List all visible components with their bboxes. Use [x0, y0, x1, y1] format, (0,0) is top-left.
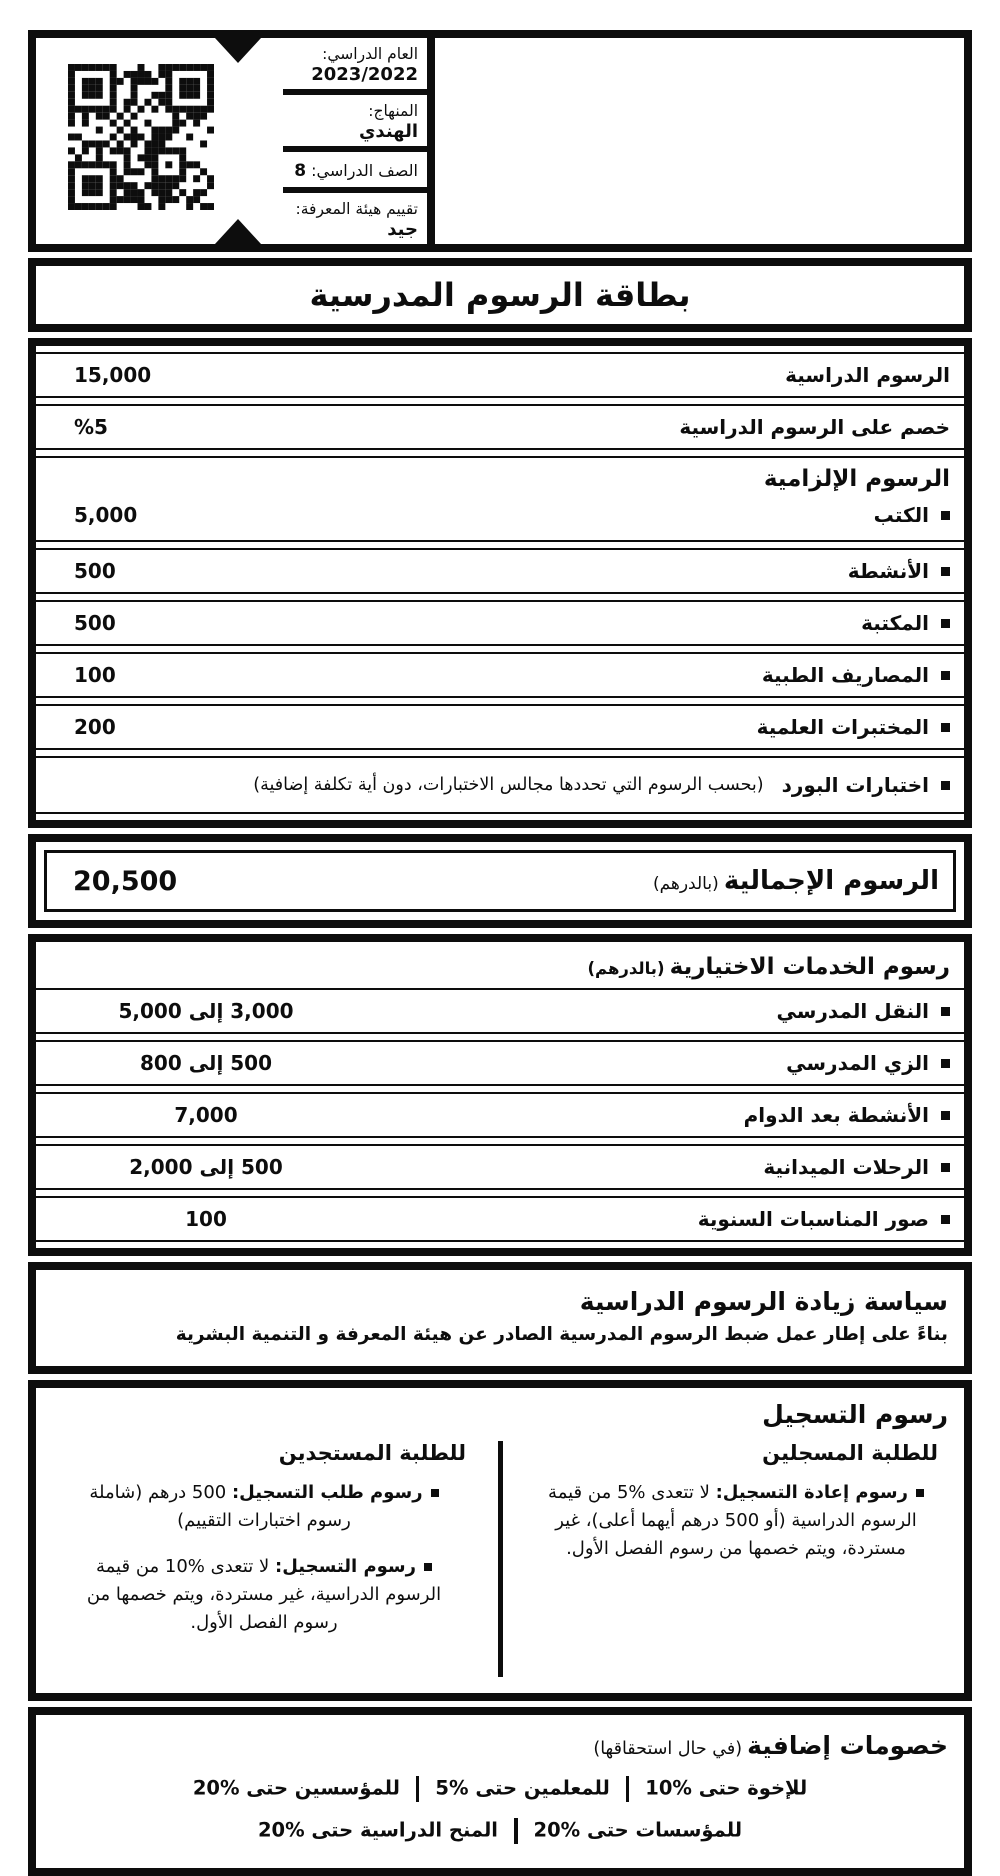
- row-value: 15,000: [74, 363, 152, 387]
- row-label: [777, 999, 950, 1023]
- discounts-line-2: [52, 1818, 948, 1844]
- discounts-unit-text: (في حال استحقاقها): [593, 1739, 743, 1760]
- row-label: [698, 1207, 950, 1231]
- grade-value: 8: [294, 160, 307, 181]
- bullet-square-icon: [941, 723, 950, 732]
- additional-discounts-section: [28, 1707, 972, 1876]
- khda-rating-value: جيد: [387, 219, 418, 241]
- fees-table-section: [28, 338, 972, 828]
- row-value: 100: [74, 663, 116, 687]
- row-label: خصم على الرسوم الدراسية: [679, 415, 950, 439]
- row-value: 3,000 إلى 5,000: [118, 999, 294, 1023]
- table-row-transport: [36, 988, 964, 1034]
- registration-fee-paragraph: [74, 1553, 454, 1637]
- row-label: [253, 773, 950, 797]
- row-note-text: (بحسب الرسوم التي تحددها مجالس الاختبارات، دون أية تكلفة إضافية): [253, 775, 764, 795]
- row-label-text: النقل المدرسي: [776, 999, 929, 1023]
- row-label-text: المختبرات العلمية: [756, 715, 929, 739]
- row-value: %5: [74, 415, 108, 439]
- row-label: [848, 559, 950, 583]
- table-row-activities: [36, 548, 964, 594]
- bullet-square-icon: [941, 619, 950, 628]
- curriculum-value: الهندي: [358, 121, 418, 143]
- row-value: 5,000: [74, 503, 138, 527]
- qr-code: [68, 64, 214, 210]
- bullet-square-icon: [941, 1059, 950, 1068]
- curriculum-field: [283, 95, 427, 146]
- bullet-square-icon: [941, 1111, 950, 1120]
- row-value: 200: [74, 715, 116, 739]
- fold-mark-bottom-icon: [215, 219, 261, 244]
- table-row-tuition-discount: [36, 404, 964, 450]
- row-label-text: المكتبة: [861, 611, 929, 635]
- separator-bar-icon: [514, 1818, 518, 1844]
- title-section: [28, 258, 972, 332]
- header-vertical-divider: [427, 38, 435, 244]
- row-value: 500: [74, 611, 116, 635]
- discount-item-siblings: للإخوة حتى %10: [645, 1776, 808, 1800]
- table-row-science-labs: [36, 704, 964, 750]
- discount-item-scholarships: المنح الدراسية حتى %20: [257, 1818, 498, 1842]
- paragraph-rest: 500 درهم (شاملة رسوم اختبارات التقييم): [89, 1482, 351, 1532]
- row-label: [744, 1103, 950, 1127]
- khda-rating-field: [283, 193, 427, 244]
- table-row-board-exams: [36, 756, 964, 814]
- bullet-square-icon: [941, 1007, 950, 1016]
- separator-bar-icon: [626, 1776, 630, 1802]
- table-row-library: [36, 600, 964, 646]
- bullet-square-icon: [916, 1489, 924, 1497]
- row-label-text: اختبارات البورد: [781, 773, 929, 797]
- fold-mark-top-icon: [215, 38, 261, 63]
- row-label-text: الأنشطة: [847, 559, 929, 583]
- row-label: الرسوم الدراسية: [785, 363, 950, 387]
- discount-item-founders: للمؤسسين حتى %20: [192, 1776, 400, 1800]
- academic-year-label: العام الدراسي:: [322, 45, 418, 63]
- row-label-text: الرحلات الميدانية: [763, 1155, 929, 1179]
- mandatory-fees-header: الرسوم الإلزامية: [763, 466, 950, 492]
- paragraph-lead: رسوم التسجيل:: [275, 1556, 416, 1578]
- row-label-text: المصاريف الطبية: [761, 663, 929, 687]
- bullet-square-icon: [941, 1215, 950, 1224]
- table-row-event-photos: [36, 1196, 964, 1242]
- grade-field: [283, 152, 427, 187]
- fee-increase-policy-section: [28, 1262, 972, 1374]
- policy-body: بناءً على إطار عمل ضبط الرسوم المدرسية الصادر عن هيئة المعرفة و التنمية البشرية: [175, 1323, 948, 1345]
- registration-fees-section: [28, 1380, 972, 1701]
- paragraph-rest: لا تتعدى %10 من قيمة الرسوم الدراسية، غير مستردة، ويتم خصمها من رسوم الفصل الأول.: [86, 1556, 442, 1633]
- mandatory-fees-group: [36, 456, 964, 542]
- discount-item-organizations: للمؤسسات حتى %20: [533, 1818, 743, 1842]
- bullet-square-icon: [941, 1163, 950, 1172]
- bullet-square-icon: [941, 781, 950, 790]
- paragraph-lead: رسوم إعادة التسجيل:: [715, 1482, 908, 1504]
- bullet-square-icon: [941, 567, 950, 576]
- fee-card: [28, 30, 972, 1876]
- table-row-tuition: [36, 352, 964, 398]
- table-row-field-trips: [36, 1144, 964, 1190]
- row-label: [861, 611, 950, 635]
- page-title: بطاقة الرسوم المدرسية: [309, 276, 691, 314]
- table-row-books: [36, 496, 950, 534]
- registration-header: رسوم التسجيل: [762, 1400, 948, 1430]
- total-value: 20,500: [73, 865, 178, 897]
- row-label-text: الأنشطة بعد الدوام: [743, 1103, 929, 1127]
- row-label: [762, 663, 950, 687]
- row-label: [763, 1155, 950, 1179]
- optional-services-section: [28, 934, 972, 1256]
- header-inner: [36, 38, 964, 244]
- bullet-square-icon: [424, 1563, 432, 1571]
- registration-columns: [52, 1441, 948, 1677]
- row-label: [874, 503, 950, 527]
- optional-unit-text: (بالدرهم): [587, 959, 665, 978]
- curriculum-label: المنهاج:: [368, 101, 418, 120]
- discounts-header-text: خصومات إضافية: [747, 1731, 948, 1761]
- total-label: [653, 866, 939, 896]
- academic-year-field: [283, 38, 427, 89]
- row-value: 7,000: [174, 1103, 238, 1127]
- row-value: 500: [74, 559, 116, 583]
- academic-year-value: 2023/2022: [311, 64, 418, 86]
- row-value: 500 إلى 2,000: [129, 1155, 283, 1179]
- table-row-medical: [36, 652, 964, 698]
- row-label-text: الكتب: [873, 503, 929, 527]
- row-label-text: صور المناسبات السنوية: [697, 1207, 929, 1231]
- row-value: 500 إلى 800: [139, 1051, 273, 1075]
- discount-item-teachers: للمعلمين حتى %5: [435, 1776, 610, 1800]
- reregistration-fee-paragraph: [546, 1479, 926, 1563]
- khda-rating-label: تقييم هيئة المعرفة:: [295, 200, 418, 219]
- optional-services-header: [36, 942, 964, 982]
- new-students-column: [52, 1441, 500, 1677]
- table-row-after-school-activities: [36, 1092, 964, 1138]
- discounts-line-1: [52, 1776, 948, 1802]
- discounts-header: [52, 1731, 948, 1760]
- columns-divider: [498, 1441, 503, 1677]
- bullet-square-icon: [941, 671, 950, 680]
- optional-header-text: رسوم الخدمات الاختيارية: [669, 954, 950, 980]
- application-fee-paragraph: [74, 1479, 454, 1535]
- row-label: [757, 715, 950, 739]
- bullet-square-icon: [941, 511, 950, 520]
- paragraph-rest: لا تتعدى %5 من قيمة الرسوم الدراسية (أو 500 درهم أيهما أعلى)، غير مستردة، ويتم خصمها من رسوم الفصل الأول.: [548, 1482, 917, 1560]
- row-value: 100: [185, 1207, 227, 1231]
- total-label-text: الرسوم الإجمالية: [723, 866, 939, 896]
- separator-bar-icon: [416, 1776, 420, 1802]
- registered-students-header: للطلبة المسجلين: [762, 1441, 938, 1466]
- paragraph-lead: رسوم طلب التسجيل:: [231, 1482, 423, 1504]
- policy-header: سياسة زيادة الرسوم الدراسية: [579, 1287, 948, 1316]
- table-row-uniform: [36, 1040, 964, 1086]
- bullet-square-icon: [431, 1489, 439, 1497]
- row-label-text: الزي المدرسي: [786, 1051, 929, 1075]
- new-students-header: للطلبة المستجدين: [278, 1441, 466, 1466]
- row-label: [786, 1051, 950, 1075]
- student-info-panel: [283, 38, 427, 244]
- total-unit-text: (بالدرهم): [652, 874, 719, 894]
- registered-students-column: [500, 1441, 948, 1677]
- grade-label: الصف الدراسي:: [311, 160, 418, 180]
- total-section: [28, 834, 972, 928]
- header-section: [28, 30, 972, 252]
- total-inner-frame: [44, 850, 956, 912]
